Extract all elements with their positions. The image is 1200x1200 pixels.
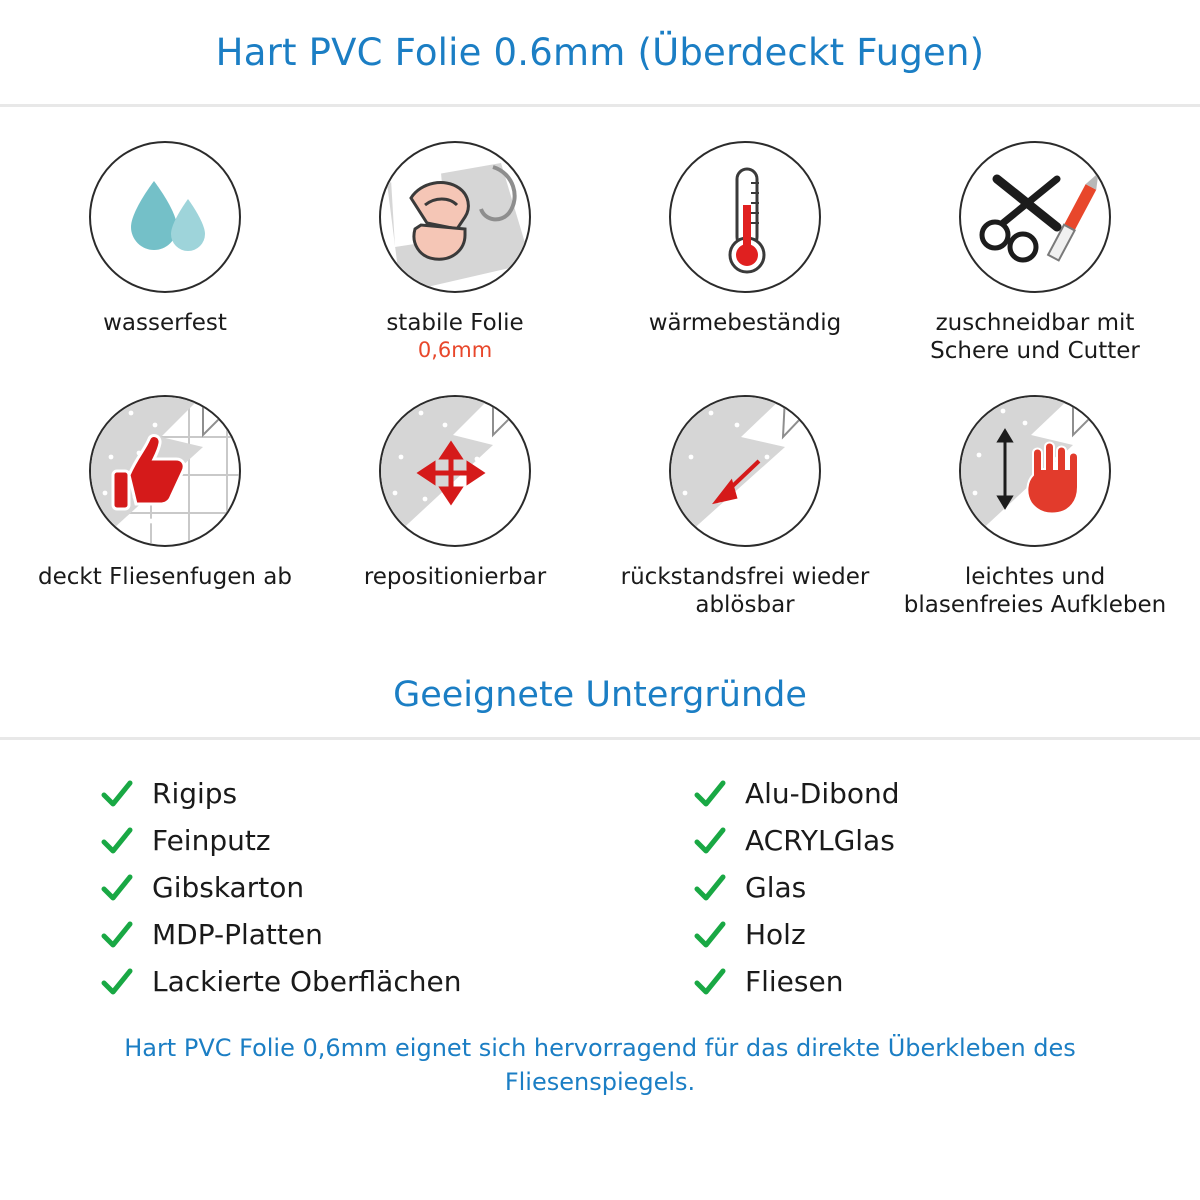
list-item-label: Gibskarton [152,870,305,904]
water-drops-icon [89,141,241,293]
thumbs-up-tiles-icon [89,395,241,547]
list-item [693,770,1200,817]
substrates-header [0,675,1200,715]
feature-sublabel: 0,6mm [417,338,493,362]
list-item [100,817,607,864]
list-item [100,911,607,958]
list-item [100,864,607,911]
feature-wasserfest [24,141,306,365]
footer-note: Hart PVC Folie 0,6mm eignet sich hervorragend für das direkte Überkleben des Fliesenspiegels. [124,1034,1076,1096]
peel-arrow-icon [669,395,821,547]
feature-repositionierbar [314,395,596,619]
feature-label: zuschneidbar mit Schere und Cutter [930,310,1140,364]
feature-grid [0,107,1200,619]
feature-zuschneidbar [894,141,1176,365]
check-icon [693,824,727,858]
check-icon [100,918,134,952]
check-icon [693,918,727,952]
substrates-list [0,740,1200,1005]
list-item [100,770,607,817]
feature-row-2 [24,395,1176,619]
feature-blasenfrei [894,395,1176,619]
substrates-column-left [0,770,607,1005]
page-title: Hart PVC Folie 0.6mm (Überdeckt Fugen) [215,30,985,74]
list-item-label: ACRYLGlas [745,823,895,857]
list-item-label: MDP-Platten [152,917,323,951]
list-item-label: Fliesen [745,964,844,998]
feature-label: leichtes und blasenfreies Aufkleben [903,564,1167,618]
list-item-label: Feinputz [152,823,271,857]
feature-label: deckt Fliesenfugen ab [38,564,292,590]
header [0,0,1200,104]
feature-label: wasserfest [103,310,227,336]
feature-rueckstandsfrei [604,395,886,619]
substrates-title: Geeignete Untergründe [393,675,807,715]
check-icon [693,965,727,999]
list-item-label: Alu-Dibond [745,776,900,810]
thermometer-icon [669,141,821,293]
feature-label: rückstandsfrei wieder ablösbar [620,564,870,618]
list-item [100,958,607,1005]
list-item [693,864,1200,911]
check-icon [100,777,134,811]
feature-row-1 [24,141,1176,365]
check-icon [100,965,134,999]
hand-smooth-icon [959,395,1111,547]
feature-label: stabile Folie [386,310,524,336]
move-arrows-icon [379,395,531,547]
feature-deckt-fliesenfugen [24,395,306,619]
feature-stabile-folie [314,141,596,365]
list-item [693,817,1200,864]
check-icon [100,824,134,858]
list-item [693,958,1200,1005]
list-item-label: Glas [745,870,807,904]
flexed-arm-icon [379,141,531,293]
scissors-cutter-icon [959,141,1111,293]
check-icon [693,777,727,811]
substrates-column-right [607,770,1200,1005]
list-item-label: Rigips [152,776,238,810]
feature-label: wärmebeständig [648,310,842,336]
check-icon [100,871,134,905]
feature-label: repositionierbar [363,564,547,590]
list-item [693,911,1200,958]
check-icon [693,871,727,905]
list-item-label: Holz [745,917,806,951]
list-item-label: Lackierte Oberflächen [152,964,462,998]
feature-waermebestaendig [604,141,886,365]
